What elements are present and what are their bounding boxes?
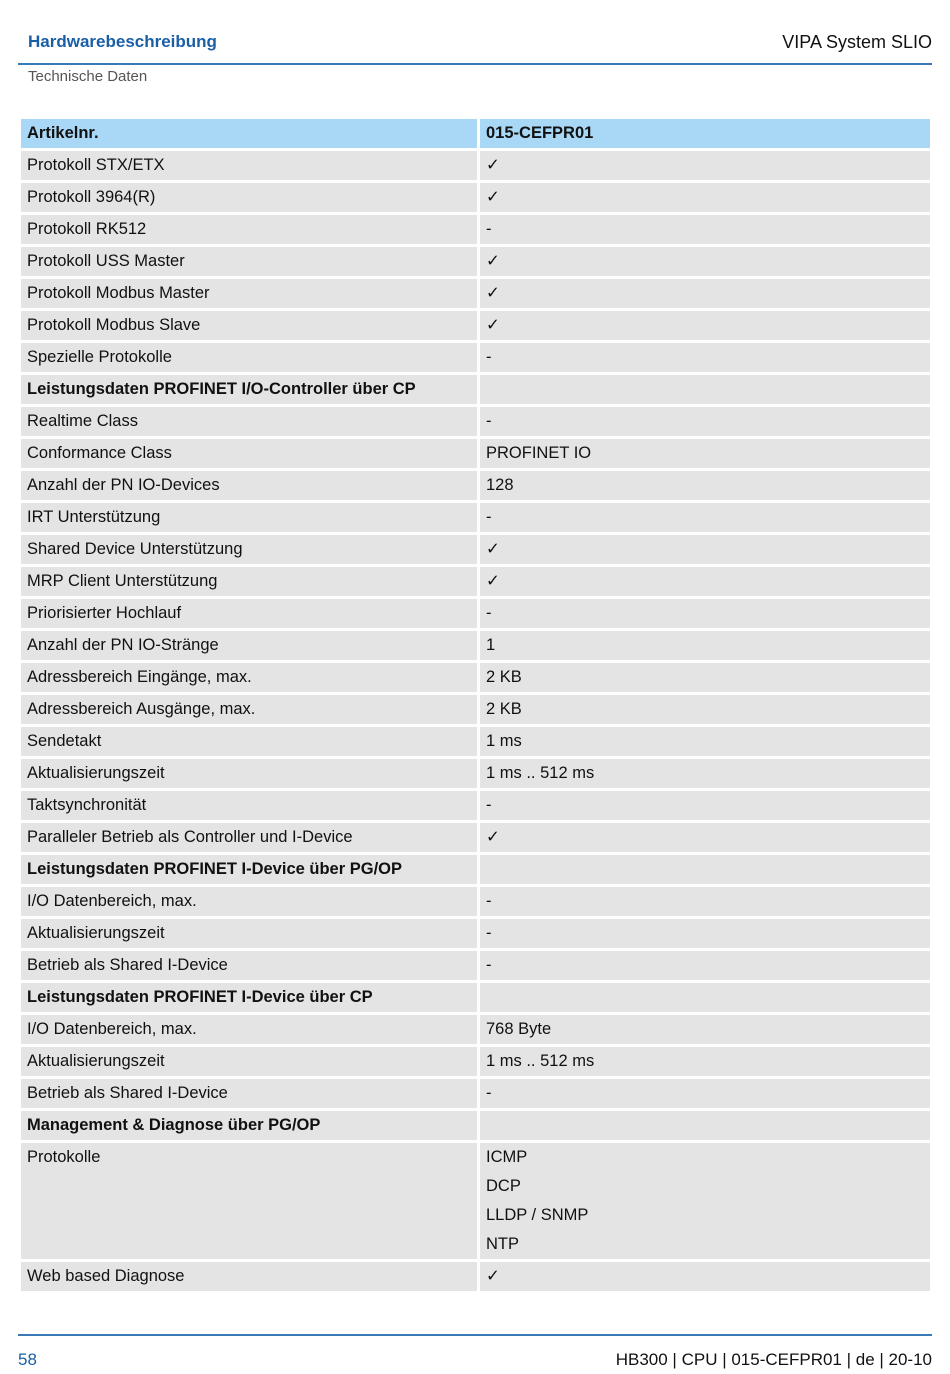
row-value: ✓ [480, 279, 930, 308]
row-label: Protokoll Modbus Slave [21, 311, 477, 340]
table-section-row [21, 1111, 930, 1140]
page-number: 58 [18, 1350, 37, 1369]
table-row [21, 567, 930, 596]
table-row [21, 343, 930, 372]
table-row [21, 247, 930, 276]
row-value: 768 Byte [480, 1015, 930, 1044]
footer-divider [18, 1334, 932, 1336]
row-value: ✓ [480, 183, 930, 212]
table-row [21, 215, 930, 244]
row-value: 2 KB [480, 663, 930, 692]
row-value: 1 ms .. 512 ms [480, 1047, 930, 1076]
table-row [21, 1143, 930, 1259]
row-value: ✓ [480, 535, 930, 564]
document-reference: HB300 | CPU | 015-CEFPR01 | de | 20-10 [615, 1350, 932, 1369]
row-label: Adressbereich Ausgänge, max. [21, 695, 477, 724]
row-label: I/O Datenbereich, max. [21, 887, 477, 916]
row-label: MRP Client Unterstützung [21, 567, 477, 596]
table-row [21, 151, 930, 180]
row-label: Protokolle [21, 1143, 477, 1259]
row-value: - [480, 791, 930, 820]
row-value: ✓ [480, 823, 930, 852]
section-title: Hardwarebeschreibung [28, 32, 217, 51]
row-label: Protokoll STX/ETX [21, 151, 477, 180]
product-title: VIPA System SLIO [782, 32, 932, 52]
row-label: Anzahl der PN IO-Devices [21, 471, 477, 500]
row-label: Spezielle Protokolle [21, 343, 477, 372]
row-label: Protokoll 3964(R) [21, 183, 477, 212]
table-row [21, 823, 930, 852]
row-label: Betrieb als Shared I-Device [21, 951, 477, 980]
subsection-title: Technische Daten [28, 68, 148, 85]
table-row [21, 471, 930, 500]
table-row [21, 663, 930, 692]
row-label: Leistungsdaten PROFINET I-Device über CP [21, 983, 477, 1012]
row-value [480, 983, 930, 1012]
table-row [21, 311, 930, 340]
row-value: 1 [480, 631, 930, 660]
row-value: ✓ [480, 1262, 930, 1291]
table-section-row [21, 855, 930, 884]
row-label: Adressbereich Eingänge, max. [21, 663, 477, 692]
row-label: Web based Diagnose [21, 1262, 477, 1291]
row-label: IRT Unterstützung [21, 503, 477, 532]
table-row [21, 1079, 930, 1108]
table-row [21, 759, 930, 788]
row-label: Realtime Class [21, 407, 477, 436]
row-label: I/O Datenbereich, max. [21, 1015, 477, 1044]
row-label: Protokoll Modbus Master [21, 279, 477, 308]
table-row [21, 695, 930, 724]
table-row [21, 1262, 930, 1291]
row-value: 1 ms .. 512 ms [480, 759, 930, 788]
table-row [21, 1015, 930, 1044]
row-label: Taktsynchronität [21, 791, 477, 820]
header-cell-label: Artikelnr. [21, 119, 477, 148]
row-value-item: DCP [486, 1177, 521, 1195]
table-row [21, 535, 930, 564]
row-label: Leistungsdaten PROFINET I-Device über PG/OP [21, 855, 477, 884]
row-label: Management & Diagnose über PG/OP [21, 1111, 477, 1140]
row-label: Betrieb als Shared I-Device [21, 1079, 477, 1108]
row-value [480, 1111, 930, 1140]
table-row [21, 183, 930, 212]
table-section-row [21, 983, 930, 1012]
row-value: - [480, 919, 930, 948]
row-value: - [480, 951, 930, 980]
row-value [480, 1143, 930, 1259]
table-row [21, 503, 930, 532]
table-row [21, 919, 930, 948]
table-row [21, 439, 930, 468]
row-value: ✓ [480, 567, 930, 596]
row-value: ✓ [480, 247, 930, 276]
row-label: Sendetakt [21, 727, 477, 756]
table-row [21, 727, 930, 756]
table-row [21, 887, 930, 916]
row-label: Protokoll USS Master [21, 247, 477, 276]
row-label: Conformance Class [21, 439, 477, 468]
table-row [21, 279, 930, 308]
row-value: - [480, 599, 930, 628]
row-value: ✓ [480, 151, 930, 180]
row-value: - [480, 343, 930, 372]
row-value: 1 ms [480, 727, 930, 756]
row-value: - [480, 1079, 930, 1108]
row-label: Leistungsdaten PROFINET I/O-Controller über CP [21, 375, 477, 404]
row-label: Protokoll RK512 [21, 215, 477, 244]
row-value-item: NTP [486, 1235, 519, 1253]
row-value: 128 [480, 471, 930, 500]
row-value: ✓ [480, 311, 930, 340]
table-header-row [21, 119, 930, 148]
row-value [480, 375, 930, 404]
row-value: PROFINET IO [480, 439, 930, 468]
row-label: Priorisierter Hochlauf [21, 599, 477, 628]
row-value: - [480, 407, 930, 436]
header-divider [18, 63, 932, 65]
table-row [21, 791, 930, 820]
row-label: Aktualisierungszeit [21, 919, 477, 948]
table-row [21, 599, 930, 628]
row-value-item: LLDP / SNMP [486, 1206, 589, 1224]
row-label: Paralleler Betrieb als Controller und I-Device [21, 823, 477, 852]
row-value: - [480, 503, 930, 532]
table-section-row [21, 375, 930, 404]
row-value: - [480, 887, 930, 916]
table-row [21, 407, 930, 436]
header-cell-value: 015-CEFPR01 [480, 119, 930, 148]
row-value: - [480, 215, 930, 244]
table-row [21, 951, 930, 980]
row-value-item: ICMP [486, 1148, 528, 1166]
row-value [480, 855, 930, 884]
table-row [21, 1047, 930, 1076]
table-row [21, 631, 930, 660]
row-label: Shared Device Unterstützung [21, 535, 477, 564]
spec-table [18, 116, 933, 1294]
row-value: 2 KB [480, 695, 930, 724]
row-label: Aktualisierungszeit [21, 759, 477, 788]
row-label: Aktualisierungszeit [21, 1047, 477, 1076]
row-label: Anzahl der PN IO-Stränge [21, 631, 477, 660]
